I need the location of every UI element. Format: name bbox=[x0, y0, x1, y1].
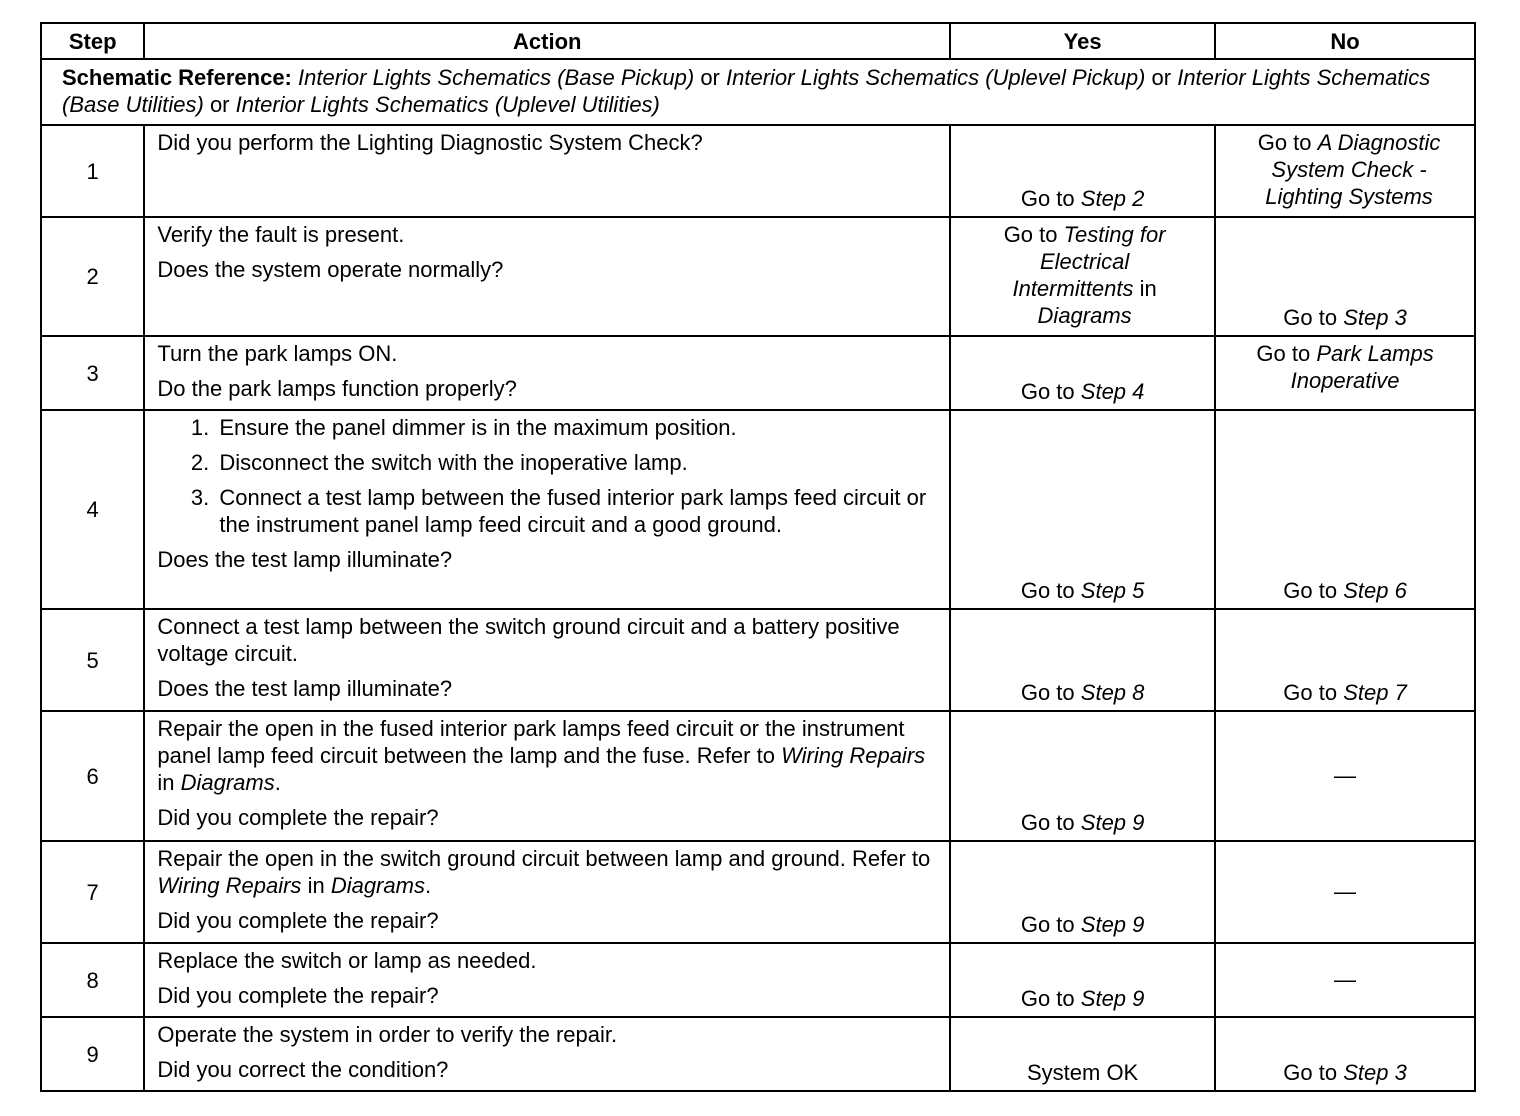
action-cell bbox=[144, 609, 950, 711]
no-dash: — bbox=[1334, 763, 1357, 788]
action-question: Does the test lamp illuminate? bbox=[157, 547, 453, 572]
action-cell bbox=[144, 217, 950, 336]
no-prefix: Go to bbox=[1283, 680, 1338, 705]
diagrams-link[interactable]: Diagrams bbox=[330, 873, 425, 898]
no-link[interactable]: Step 6 bbox=[1343, 578, 1407, 603]
table-row bbox=[41, 410, 1475, 609]
no-prefix: Go to bbox=[1283, 305, 1338, 330]
no-prefix: Go to bbox=[1256, 341, 1311, 366]
header-row bbox=[41, 23, 1475, 59]
action-cell bbox=[144, 410, 950, 609]
action-question: Did you complete the repair? bbox=[157, 805, 439, 830]
yes-prefix: Go to bbox=[1003, 222, 1058, 247]
action-cell bbox=[144, 711, 950, 841]
yes-link[interactable]: Step 9 bbox=[1080, 810, 1145, 835]
yes-cell bbox=[950, 841, 1215, 943]
yes-cell bbox=[950, 1017, 1215, 1091]
action-question: Does the system operate normally? bbox=[157, 257, 504, 282]
wiring-repairs-link[interactable]: Wiring Repairs bbox=[157, 873, 302, 898]
yes-prefix: Go to bbox=[1020, 810, 1075, 835]
step-number: 8 bbox=[41, 943, 144, 1017]
diagrams-link[interactable]: Diagrams bbox=[180, 770, 275, 795]
no-cell bbox=[1215, 1017, 1475, 1091]
list-item: 1. Ensure the panel dimmer is in the maximum position. bbox=[215, 414, 937, 441]
action-instruction: Turn the park lamps ON. bbox=[157, 341, 398, 366]
instruction-end: . bbox=[274, 770, 281, 795]
instruction-text: Repair the open in the fused interior park lamps feed circuit or the instrument panel lamp feed circuit between the lamp and the fuse. Refer to bbox=[157, 716, 905, 768]
action-question: Did you correct the condition? bbox=[157, 1057, 449, 1082]
list-item: 3. Connect a test lamp between the fused interior park lamps feed circuit or the instrument panel lamp feed circuit and a good ground. bbox=[215, 484, 937, 538]
diagnostic-table bbox=[40, 22, 1476, 1092]
schematic-reference bbox=[41, 59, 1475, 125]
yes-cell bbox=[950, 943, 1215, 1017]
action-cell bbox=[144, 943, 950, 1017]
yes-link[interactable]: Step 9 bbox=[1080, 986, 1145, 1011]
instruction-mid: in bbox=[157, 770, 175, 795]
step-number: 7 bbox=[41, 841, 144, 943]
step-number: 5 bbox=[41, 609, 144, 711]
no-dash: — bbox=[1334, 879, 1357, 904]
yes-result: System OK bbox=[1026, 1060, 1139, 1085]
table-row bbox=[41, 711, 1475, 841]
action-question: Did you complete the repair? bbox=[157, 983, 439, 1008]
yes-prefix: Go to bbox=[1020, 379, 1075, 404]
yes-prefix: Go to bbox=[1020, 986, 1075, 1011]
schematic-link-uplevel-utilities[interactable]: Interior Lights Schematics (Uplevel Utilities) bbox=[235, 92, 660, 117]
no-link[interactable]: Step 3 bbox=[1343, 1060, 1407, 1085]
step-number: 2 bbox=[41, 217, 144, 336]
yes-prefix: Go to bbox=[1020, 186, 1075, 211]
no-link[interactable]: Step 7 bbox=[1343, 680, 1407, 705]
yes-cell bbox=[950, 336, 1215, 410]
yes-cell bbox=[950, 609, 1215, 711]
action-cell bbox=[144, 336, 950, 410]
yes-prefix: Go to bbox=[1020, 912, 1075, 937]
action-cell bbox=[144, 1017, 950, 1091]
diagnostic-table-container bbox=[40, 22, 1476, 1092]
wiring-repairs-link[interactable]: Wiring Repairs bbox=[781, 743, 926, 768]
header-yes: Yes bbox=[950, 23, 1215, 59]
yes-cell bbox=[950, 217, 1215, 336]
yes-mid: in bbox=[1139, 276, 1157, 301]
yes-link[interactable]: Step 8 bbox=[1080, 680, 1145, 705]
no-cell bbox=[1215, 711, 1475, 841]
action-cell bbox=[144, 841, 950, 943]
table-row bbox=[41, 336, 1475, 410]
no-cell bbox=[1215, 609, 1475, 711]
step-number: 1 bbox=[41, 125, 144, 217]
action-instruction bbox=[157, 845, 937, 899]
table-row bbox=[41, 609, 1475, 711]
action-instruction bbox=[157, 715, 937, 796]
yes-prefix: Go to bbox=[1020, 680, 1075, 705]
action-instruction: Connect a test lamp between the switch ground circuit and a battery positive voltage circuit. bbox=[157, 614, 900, 666]
instruction-end: . bbox=[424, 873, 432, 898]
schematic-row bbox=[41, 59, 1475, 125]
no-prefix: Go to bbox=[1283, 578, 1338, 603]
no-link[interactable]: Step 3 bbox=[1343, 305, 1407, 330]
header-step: Step bbox=[41, 23, 144, 59]
action-question: Do the park lamps function properly? bbox=[157, 376, 517, 401]
step-number: 3 bbox=[41, 336, 144, 410]
no-cell bbox=[1215, 410, 1475, 609]
no-link[interactable]: Park Lamps Inoperative bbox=[1290, 341, 1434, 393]
yes-link[interactable]: Step 4 bbox=[1080, 379, 1145, 404]
instruction-mid: in bbox=[307, 873, 325, 898]
action-cell bbox=[144, 125, 950, 217]
yes-prefix: Go to bbox=[1020, 578, 1075, 603]
action-question: Did you perform the Lighting Diagnostic System Check? bbox=[157, 130, 703, 155]
step-number: 9 bbox=[41, 1017, 144, 1091]
yes-link[interactable]: Step 5 bbox=[1080, 578, 1145, 603]
no-cell bbox=[1215, 336, 1475, 410]
instruction-text: Repair the open in the switch ground circuit between lamp and ground. Refer to bbox=[157, 846, 931, 871]
yes-link-2[interactable]: Diagrams bbox=[1037, 303, 1132, 328]
schematic-link-base-pickup[interactable]: Interior Lights Schematics (Base Pickup) bbox=[298, 65, 695, 90]
schematic-label: Schematic Reference: bbox=[62, 65, 292, 90]
table-row bbox=[41, 217, 1475, 336]
header-action: Action bbox=[144, 23, 950, 59]
action-question: Does the test lamp illuminate? bbox=[157, 676, 453, 701]
no-prefix: Go to bbox=[1257, 130, 1312, 155]
list-item: 2. Disconnect the switch with the inoperative lamp. bbox=[215, 449, 937, 476]
yes-cell bbox=[950, 711, 1215, 841]
schematic-or: or bbox=[700, 65, 720, 90]
no-cell bbox=[1215, 943, 1475, 1017]
no-cell bbox=[1215, 217, 1475, 336]
yes-link[interactable]: Testing for Electrical Intermittents bbox=[1012, 222, 1166, 301]
no-prefix: Go to bbox=[1283, 1060, 1338, 1085]
no-dash: — bbox=[1334, 967, 1357, 992]
action-instruction: Operate the system in order to verify the repair. bbox=[157, 1022, 618, 1047]
step-number: 4 bbox=[41, 410, 144, 609]
yes-link[interactable]: Step 2 bbox=[1080, 186, 1145, 211]
no-cell bbox=[1215, 841, 1475, 943]
table-row bbox=[41, 1017, 1475, 1091]
action-question: Did you complete the repair? bbox=[157, 908, 439, 933]
action-list bbox=[157, 414, 937, 538]
yes-link[interactable]: Step 9 bbox=[1080, 912, 1145, 937]
table-row bbox=[41, 943, 1475, 1017]
schematic-or: or bbox=[1151, 65, 1172, 90]
no-cell bbox=[1215, 125, 1475, 217]
yes-cell bbox=[950, 410, 1215, 609]
header-no: No bbox=[1215, 23, 1475, 59]
action-instruction: Verify the fault is present. bbox=[157, 222, 405, 247]
schematic-or: or bbox=[209, 92, 230, 117]
schematic-link-uplevel-pickup[interactable]: Interior Lights Schematics (Uplevel Pickup) bbox=[726, 65, 1146, 90]
schematic-link-base-utilities[interactable]: Interior Lights Schematics (Base Utilities) bbox=[62, 65, 1431, 117]
table-row bbox=[41, 125, 1475, 217]
table-row bbox=[41, 841, 1475, 943]
no-link[interactable]: A Diagnostic System Check - Lighting Systems bbox=[1265, 130, 1441, 209]
step-number: 6 bbox=[41, 711, 144, 841]
yes-cell bbox=[950, 125, 1215, 217]
action-instruction: Replace the switch or lamp as needed. bbox=[157, 948, 537, 973]
